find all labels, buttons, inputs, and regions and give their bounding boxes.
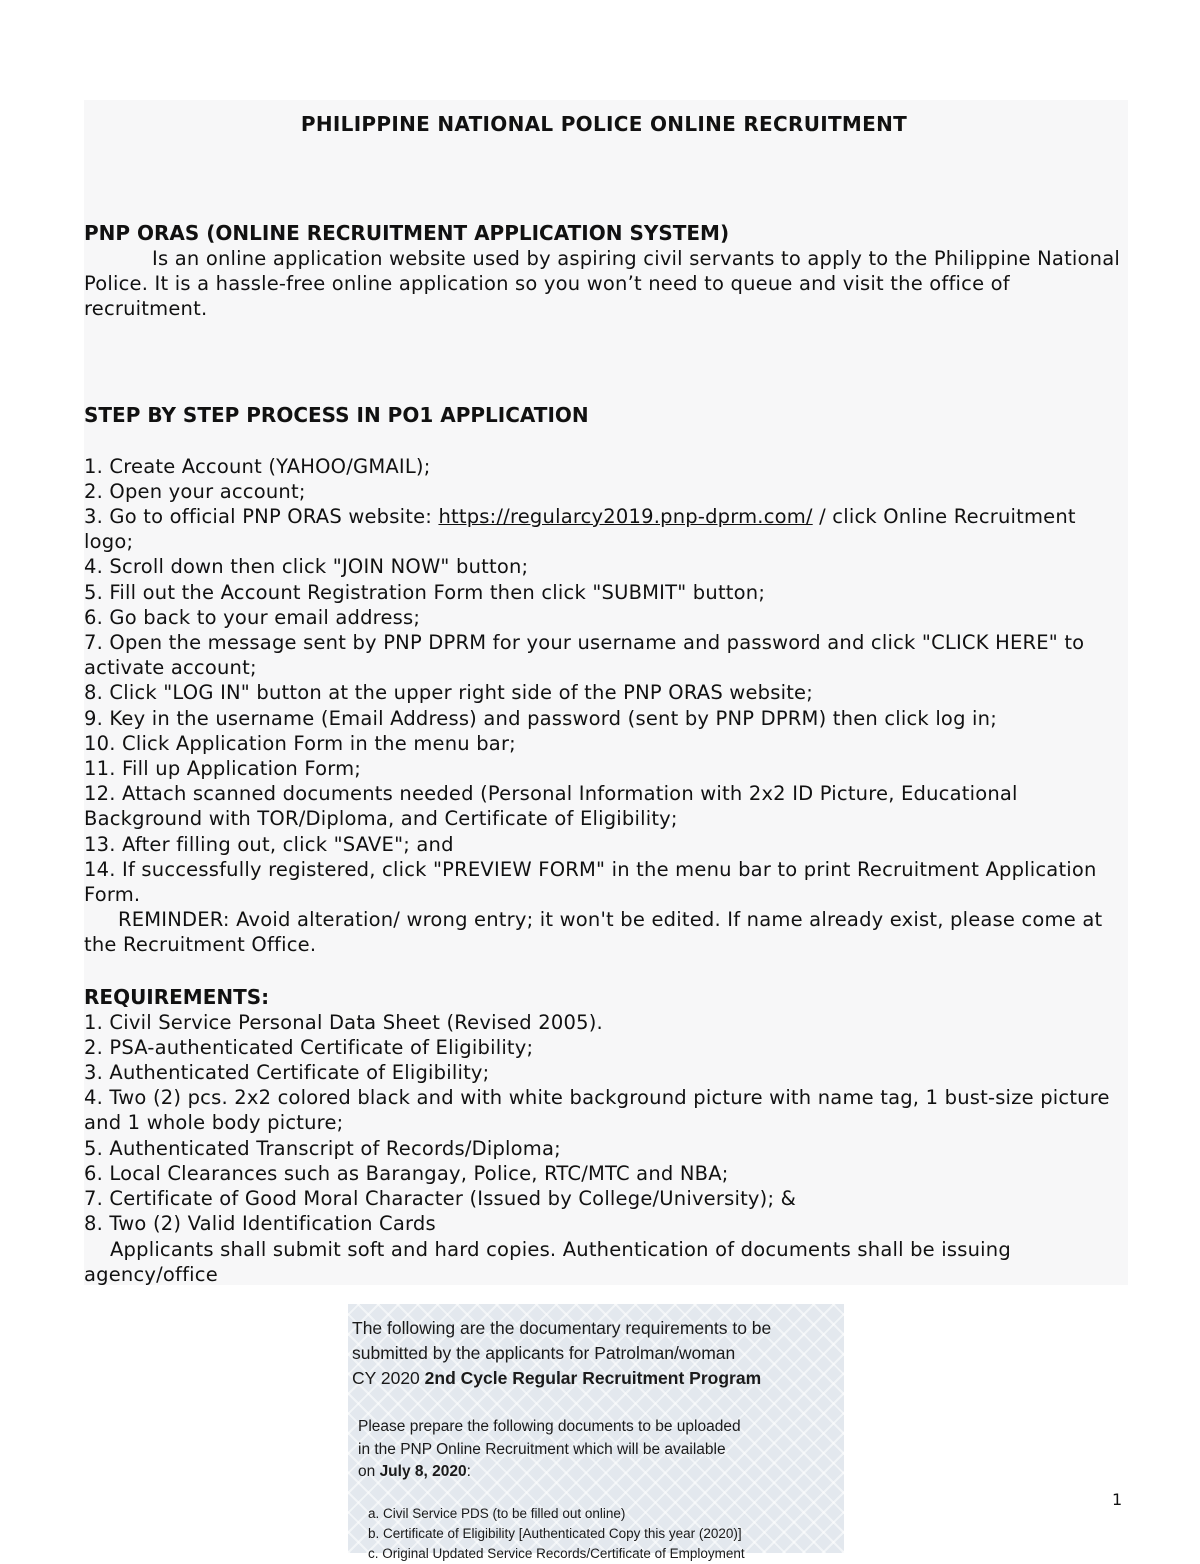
list-item: 2. PSA-authenticated Certificate of Eligibility; — [84, 1035, 534, 1059]
list-item: 10. Click Application Form in the menu bar; — [84, 731, 516, 755]
notice-line: Please prepare the following documents to be uploaded — [358, 1418, 741, 1435]
list-item: c. Original Updated Service Records/Certificate of Employment — [368, 1546, 745, 1561]
list-item: 1. Civil Service Personal Data Sheet (Revised 2005). — [84, 1010, 603, 1034]
list-item: 7. Certificate of Good Moral Character (Issued by College/University); & — [84, 1187, 797, 1211]
notice-text: CY 2020 — [352, 1368, 425, 1388]
step-text: 3. Go to official PNP ORAS website: — [84, 505, 439, 529]
list-item: 4. Scroll down then click "JOIN NOW" button; — [84, 555, 529, 579]
notice-line — [352, 1366, 771, 1391]
notice-line — [358, 1461, 741, 1484]
list-item — [84, 504, 1124, 554]
list-item: 11. Fill up Application Form; — [84, 757, 362, 781]
submission-note: Applicants shall submit soft and hard copies. Authentication of documents shall be issuing agency/office — [84, 1237, 1011, 1286]
list-item: 2. Open your account; — [84, 479, 306, 503]
list-item: 9. Key in the username (Email Address) and password (sent by PNP DPRM) then click log in; — [84, 706, 997, 730]
list-item: 14. If successfully registered, click "PREVIEW FORM" in the menu bar to print Recruitment Application Form. — [84, 857, 1097, 907]
notice-text: on — [358, 1463, 380, 1480]
page-number: 1 — [1112, 1490, 1123, 1509]
notice-line: The following are the documentary requirements to be — [352, 1318, 772, 1338]
list-item: 13. After filling out, click "SAVE"; and — [84, 832, 454, 856]
list-item: b. Certificate of Eligibility [Authenticated Copy this year (2020)] — [368, 1526, 742, 1541]
requirements-list — [84, 1010, 1124, 1237]
requirements-notice-image — [348, 1304, 844, 1561]
list-item: 6. Go back to your email address; — [84, 605, 421, 629]
notice-instructions — [358, 1416, 741, 1484]
steps-heading: STEP BY STEP PROCESS IN PO1 APPLICATION — [84, 402, 589, 427]
page-title: PHILIPPINE NATIONAL POLICE ONLINE RECRUITMENT — [300, 112, 908, 136]
step-text: / click Online Recruitment logo; — [84, 505, 1076, 554]
list-item: 5. Authenticated Transcript of Records/Diploma; — [84, 1136, 561, 1160]
notice-line: in the PNP Online Recruitment which will be available — [358, 1440, 726, 1458]
list-item: 12. Attach scanned documents needed (Personal Information with 2x2 ID Picture, Educational Background with TOR/Diploma, and Certificate of Eligibility; — [84, 782, 1018, 831]
notice-text: : — [466, 1463, 471, 1480]
list-item: 5. Fill out the Account Registration Form then click "SUBMIT" button; — [84, 580, 766, 604]
list-item: 8. Click "LOG IN" button at the upper right side of the PNP ORAS website; — [84, 681, 814, 705]
reminder-note: REMINDER: Avoid alteration/ wrong entry; it won't be edited. If name already exist, please come at the Recruitment Office. — [84, 908, 1103, 957]
list-item: 7. Open the message sent by PNP DPRM for your username and password and click "CLICK HERE" to activate account; — [84, 631, 1085, 680]
list-item: 3. Authenticated Certificate of Eligibility; — [84, 1061, 490, 1085]
steps-list — [84, 454, 1124, 908]
list-item: 6. Local Clearances such as Barangay, Police, RTC/MTC and NBA; — [84, 1161, 729, 1185]
oras-website-link[interactable]: https://regularcy2019.pnp-dprm.com/ — [438, 505, 813, 529]
list-item: a. Civil Service PDS (to be filled out online) — [368, 1506, 626, 1521]
notice-document-list — [368, 1504, 745, 1564]
notice-line: submitted by the applicants for Patrolman/woman — [352, 1343, 736, 1363]
notice-program: 2nd Cycle Regular Recruitment Program — [424, 1368, 762, 1388]
list-item: 4. Two (2) pcs. 2x2 colored black and with white background picture with name tag, 1 bust-size picture and 1 whole body picture; — [84, 1086, 1110, 1135]
list-item: 8. Two (2) Valid Identification Cards — [84, 1212, 436, 1236]
notice-header — [352, 1316, 771, 1391]
list-item: 1. Create Account (YAHOO/GMAIL); — [84, 454, 431, 478]
oras-description: Is an online application website used by aspiring civil servants to apply to the Philippine National Police. It is a hassle-free online application so you won’t need to queue and visit the office of recruitment. — [84, 247, 1120, 321]
requirements-heading: REQUIREMENTS: — [84, 984, 270, 1009]
oras-heading: PNP ORAS (ONLINE RECRUITMENT APPLICATION SYSTEM) — [84, 221, 730, 245]
document-body — [84, 108, 1124, 1287]
notice-date: July 8, 2020 — [379, 1463, 467, 1480]
